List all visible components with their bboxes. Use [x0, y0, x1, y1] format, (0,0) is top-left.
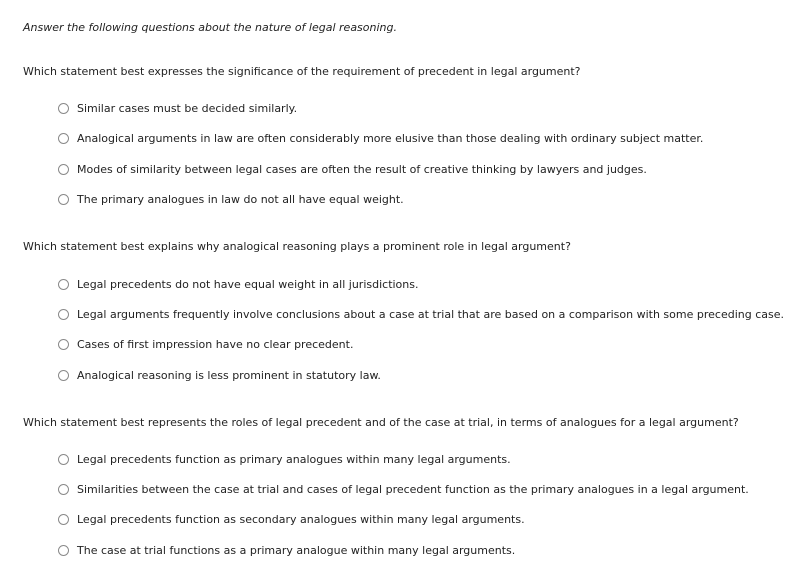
radio-button-icon[interactable] — [58, 103, 69, 114]
question-3-option-4[interactable] — [58, 542, 515, 558]
question-1-option-4[interactable] — [58, 191, 404, 207]
radio-button-icon[interactable] — [58, 514, 69, 525]
question-3-option-1[interactable] — [58, 451, 511, 467]
question-3-option-2[interactable] — [58, 481, 749, 497]
question-1-option-2[interactable] — [58, 130, 703, 146]
question-3-text: Which statement best represents the roles of legal precedent and of the case at trial, in terms of analogues for a legal argument? — [23, 416, 739, 429]
radio-button-icon[interactable] — [58, 164, 69, 175]
option-label: Legal precedents function as secondary analogues within many legal arguments. — [77, 512, 525, 526]
question-2-option-3[interactable] — [58, 336, 353, 352]
question-2-option-4[interactable] — [58, 367, 381, 383]
option-label: Modes of similarity between legal cases are often the result of creative thinking by lawyers and judges. — [77, 162, 647, 176]
option-label: Legal precedents do not have equal weight in all jurisdictions. — [77, 277, 419, 291]
radio-button-icon[interactable] — [58, 133, 69, 144]
option-label: The primary analogues in law do not all have equal weight. — [77, 192, 404, 206]
radio-button-icon[interactable] — [58, 279, 69, 290]
option-label: Cases of first impression have no clear precedent. — [77, 337, 354, 351]
option-label: Legal arguments frequently involve conclusions about a case at trial that are based on a comparison with some preceding case. — [77, 307, 784, 321]
radio-button-icon[interactable] — [58, 194, 69, 205]
option-label: Analogical reasoning is less prominent in statutory law. — [77, 368, 381, 382]
question-1-option-1[interactable] — [58, 100, 297, 116]
option-label: Similarities between the case at trial and cases of legal precedent function as the primary analogues in a legal argument. — [77, 482, 749, 496]
radio-button-icon[interactable] — [58, 309, 69, 320]
question-1-text: Which statement best expresses the significance of the requirement of precedent in legal argument? — [23, 65, 581, 78]
question-2-option-2[interactable] — [58, 306, 784, 322]
radio-button-icon[interactable] — [58, 370, 69, 381]
radio-button-icon[interactable] — [58, 454, 69, 465]
option-label: Similar cases must be decided similarly. — [77, 101, 298, 115]
option-label: The case at trial functions as a primary analogue within many legal arguments. — [77, 543, 516, 557]
question-1-option-3[interactable] — [58, 161, 647, 177]
question-2-text: Which statement best explains why analogical reasoning plays a prominent role in legal argument? — [23, 240, 571, 253]
option-label: Analogical arguments in law are often considerably more elusive than those dealing with ordinary subject matter. — [77, 131, 704, 145]
radio-button-icon[interactable] — [58, 545, 69, 556]
option-label: Legal precedents function as primary analogues within many legal arguments. — [77, 452, 511, 466]
question-3-option-3[interactable] — [58, 511, 525, 527]
question-2-option-1[interactable] — [58, 276, 419, 292]
radio-button-icon[interactable] — [58, 339, 69, 350]
instructions-text: Answer the following questions about the nature of legal reasoning. — [23, 21, 397, 34]
radio-button-icon[interactable] — [58, 484, 69, 495]
